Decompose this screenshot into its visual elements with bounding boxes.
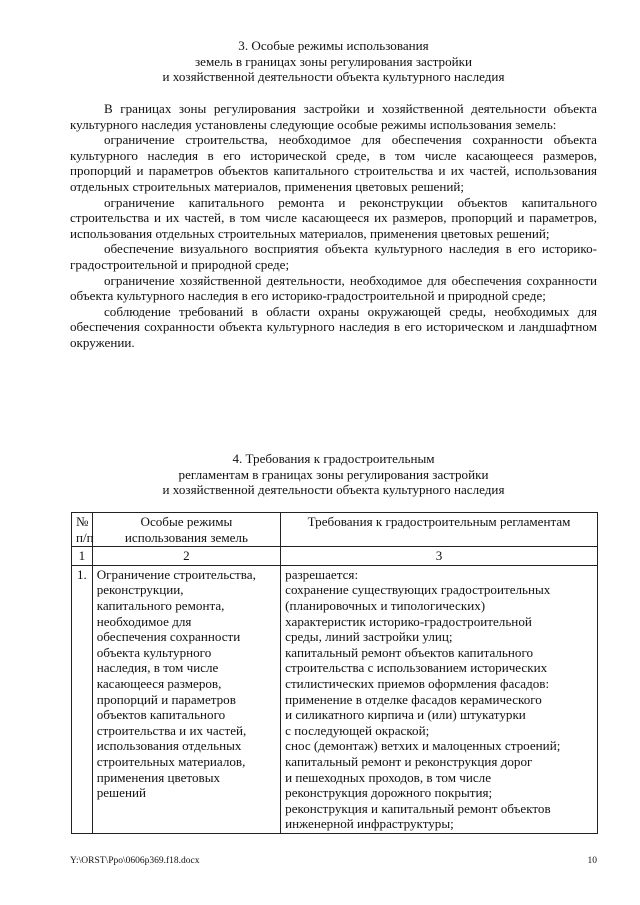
section3-body bbox=[70, 101, 597, 351]
section3-intro: В границах зоны регулирования застройки и хозяйственной деятельности объекта культурного наследия установлены следующие особые режимы использования земель: bbox=[70, 101, 597, 132]
column-number: 3 bbox=[281, 547, 598, 566]
section3-heading bbox=[70, 38, 597, 85]
row-number: 1. bbox=[72, 565, 93, 833]
requirement-text-line: с последующей окраской; bbox=[285, 722, 430, 738]
column-number: 2 bbox=[92, 547, 280, 566]
regulations-table bbox=[71, 512, 598, 834]
section4-heading-line: регламентам в границах зоны регулирования застройки bbox=[178, 466, 489, 482]
regime-text-line: обеспечения сохранности bbox=[96, 629, 241, 645]
requirement-text-line: реконструкция дорожного покрытия; bbox=[285, 785, 493, 801]
requirement-text-line: (планировочных и типологических) bbox=[285, 597, 486, 613]
requirement-text-line: применение в отделке фасадов керамического bbox=[285, 691, 542, 707]
regime-text-line: Ограничение строительства, bbox=[96, 566, 256, 582]
section3-heading-line: и хозяйственной деятельности объекта культурного наследия bbox=[162, 69, 505, 85]
regime-item: ограничение хозяйственной деятельности, необходимое для обеспечения сохранности объекта культурного наследия в его историко-градостроительной и природной среде; bbox=[70, 272, 597, 304]
requirement-text-line: строительства с использованием исторических bbox=[285, 660, 548, 676]
requirement-text-line: и силикатного кирпича и (или) штукатурки bbox=[285, 707, 526, 723]
requirement-text-line: сохранение существующих градостроительных bbox=[285, 582, 551, 598]
section4-heading-line: 4. Требования к градостроительным bbox=[232, 451, 435, 466]
header-number: № п/п bbox=[72, 513, 93, 547]
requirement-text-line: среды, линий застройки улиц; bbox=[285, 629, 453, 645]
table-header-row bbox=[72, 513, 598, 547]
section3-heading-line: 3. Особые режимы использования bbox=[238, 38, 429, 53]
file-path: Y:\ORST\Ppo\0606p369.f18.docx bbox=[70, 856, 200, 866]
section3-heading-line: земель в границах зоны регулирования застройки bbox=[194, 53, 473, 69]
section4-heading bbox=[70, 451, 597, 498]
regime-text-line: применения цветовых bbox=[96, 769, 221, 785]
regime-text-line: касающееся размеров, bbox=[96, 675, 222, 691]
requirement-text-line: стилистических приемов оформления фасадов: bbox=[285, 675, 550, 691]
regime-text-line: необходимое для bbox=[96, 613, 192, 629]
header-regimes: Особые режимы использования земель bbox=[92, 513, 280, 547]
table-row bbox=[72, 565, 598, 833]
regime-text-line: наследия, в том числе bbox=[96, 660, 219, 676]
row-regime bbox=[92, 565, 280, 833]
regime-item: обеспечение визуального восприятия объекта культурного наследия в его историко-градостроительной и природной среде; bbox=[70, 241, 597, 272]
table-column-number-row bbox=[72, 547, 598, 566]
requirement-text-line: капитальный ремонт объектов капитального bbox=[285, 644, 534, 660]
requirement-text-line: разрешается: bbox=[285, 566, 359, 582]
regime-text-line: пропорций и параметров bbox=[96, 691, 236, 707]
requirement-text-line: реконструкция и капитальный ремонт объектов bbox=[285, 800, 551, 816]
regime-text-line: решений bbox=[96, 785, 146, 801]
column-number: 1 bbox=[72, 547, 93, 566]
regime-item: соблюдение требований в области охраны окружающей среды, необходимых для обеспечения сохранности объекта культурного наследия в его историческом и ландшафтном окружении. bbox=[70, 303, 597, 350]
section4-heading-line: и хозяйственной деятельности объекта культурного наследия bbox=[162, 482, 505, 498]
regime-item: ограничение строительства, необходимое для обеспечения сохранности объекта культурного наследия в его исторической среде, в том числе касающееся размеров, пропорций и параметров объектов капитального строительства и их частей, использования отдельных строительных материалов, применения цветовых решений; bbox=[70, 132, 597, 194]
header-requirements: Требования к градостроительным регламентам bbox=[281, 513, 598, 547]
regime-text-line: использования отдельных bbox=[96, 738, 242, 754]
regime-text-line: строительства и их частей, bbox=[96, 722, 247, 738]
requirement-text-line: и пешеходных проходов, в том числе bbox=[285, 769, 492, 785]
row-requirements bbox=[281, 565, 598, 833]
page-number: 10 bbox=[587, 856, 597, 866]
requirement-text-line: снос (демонтаж) ветхих и малоценных строений; bbox=[285, 738, 561, 754]
regime-text-line: капитального ремонта, bbox=[96, 597, 225, 613]
regime-text-line: объектов капитального bbox=[96, 707, 226, 723]
regime-text-line: объекта культурного bbox=[96, 644, 212, 660]
requirement-text-line: капитальный ремонт и реконструкция дорог bbox=[285, 753, 533, 769]
requirement-text-line: характеристик историко-градостроительной bbox=[285, 613, 532, 629]
regime-text-line: строительных материалов, bbox=[96, 753, 246, 769]
requirement-text-line: инженерной инфраструктуры; bbox=[285, 816, 454, 832]
regime-text-line: реконструкции, bbox=[96, 582, 184, 598]
regime-item: ограничение капитального ремонта и реконструкции объектов капитального строительства и их частей, в том числе касающееся их размеров, пропорций и параметров, использования отдельных строительных материалов, применения цветовых решений; bbox=[70, 194, 597, 241]
